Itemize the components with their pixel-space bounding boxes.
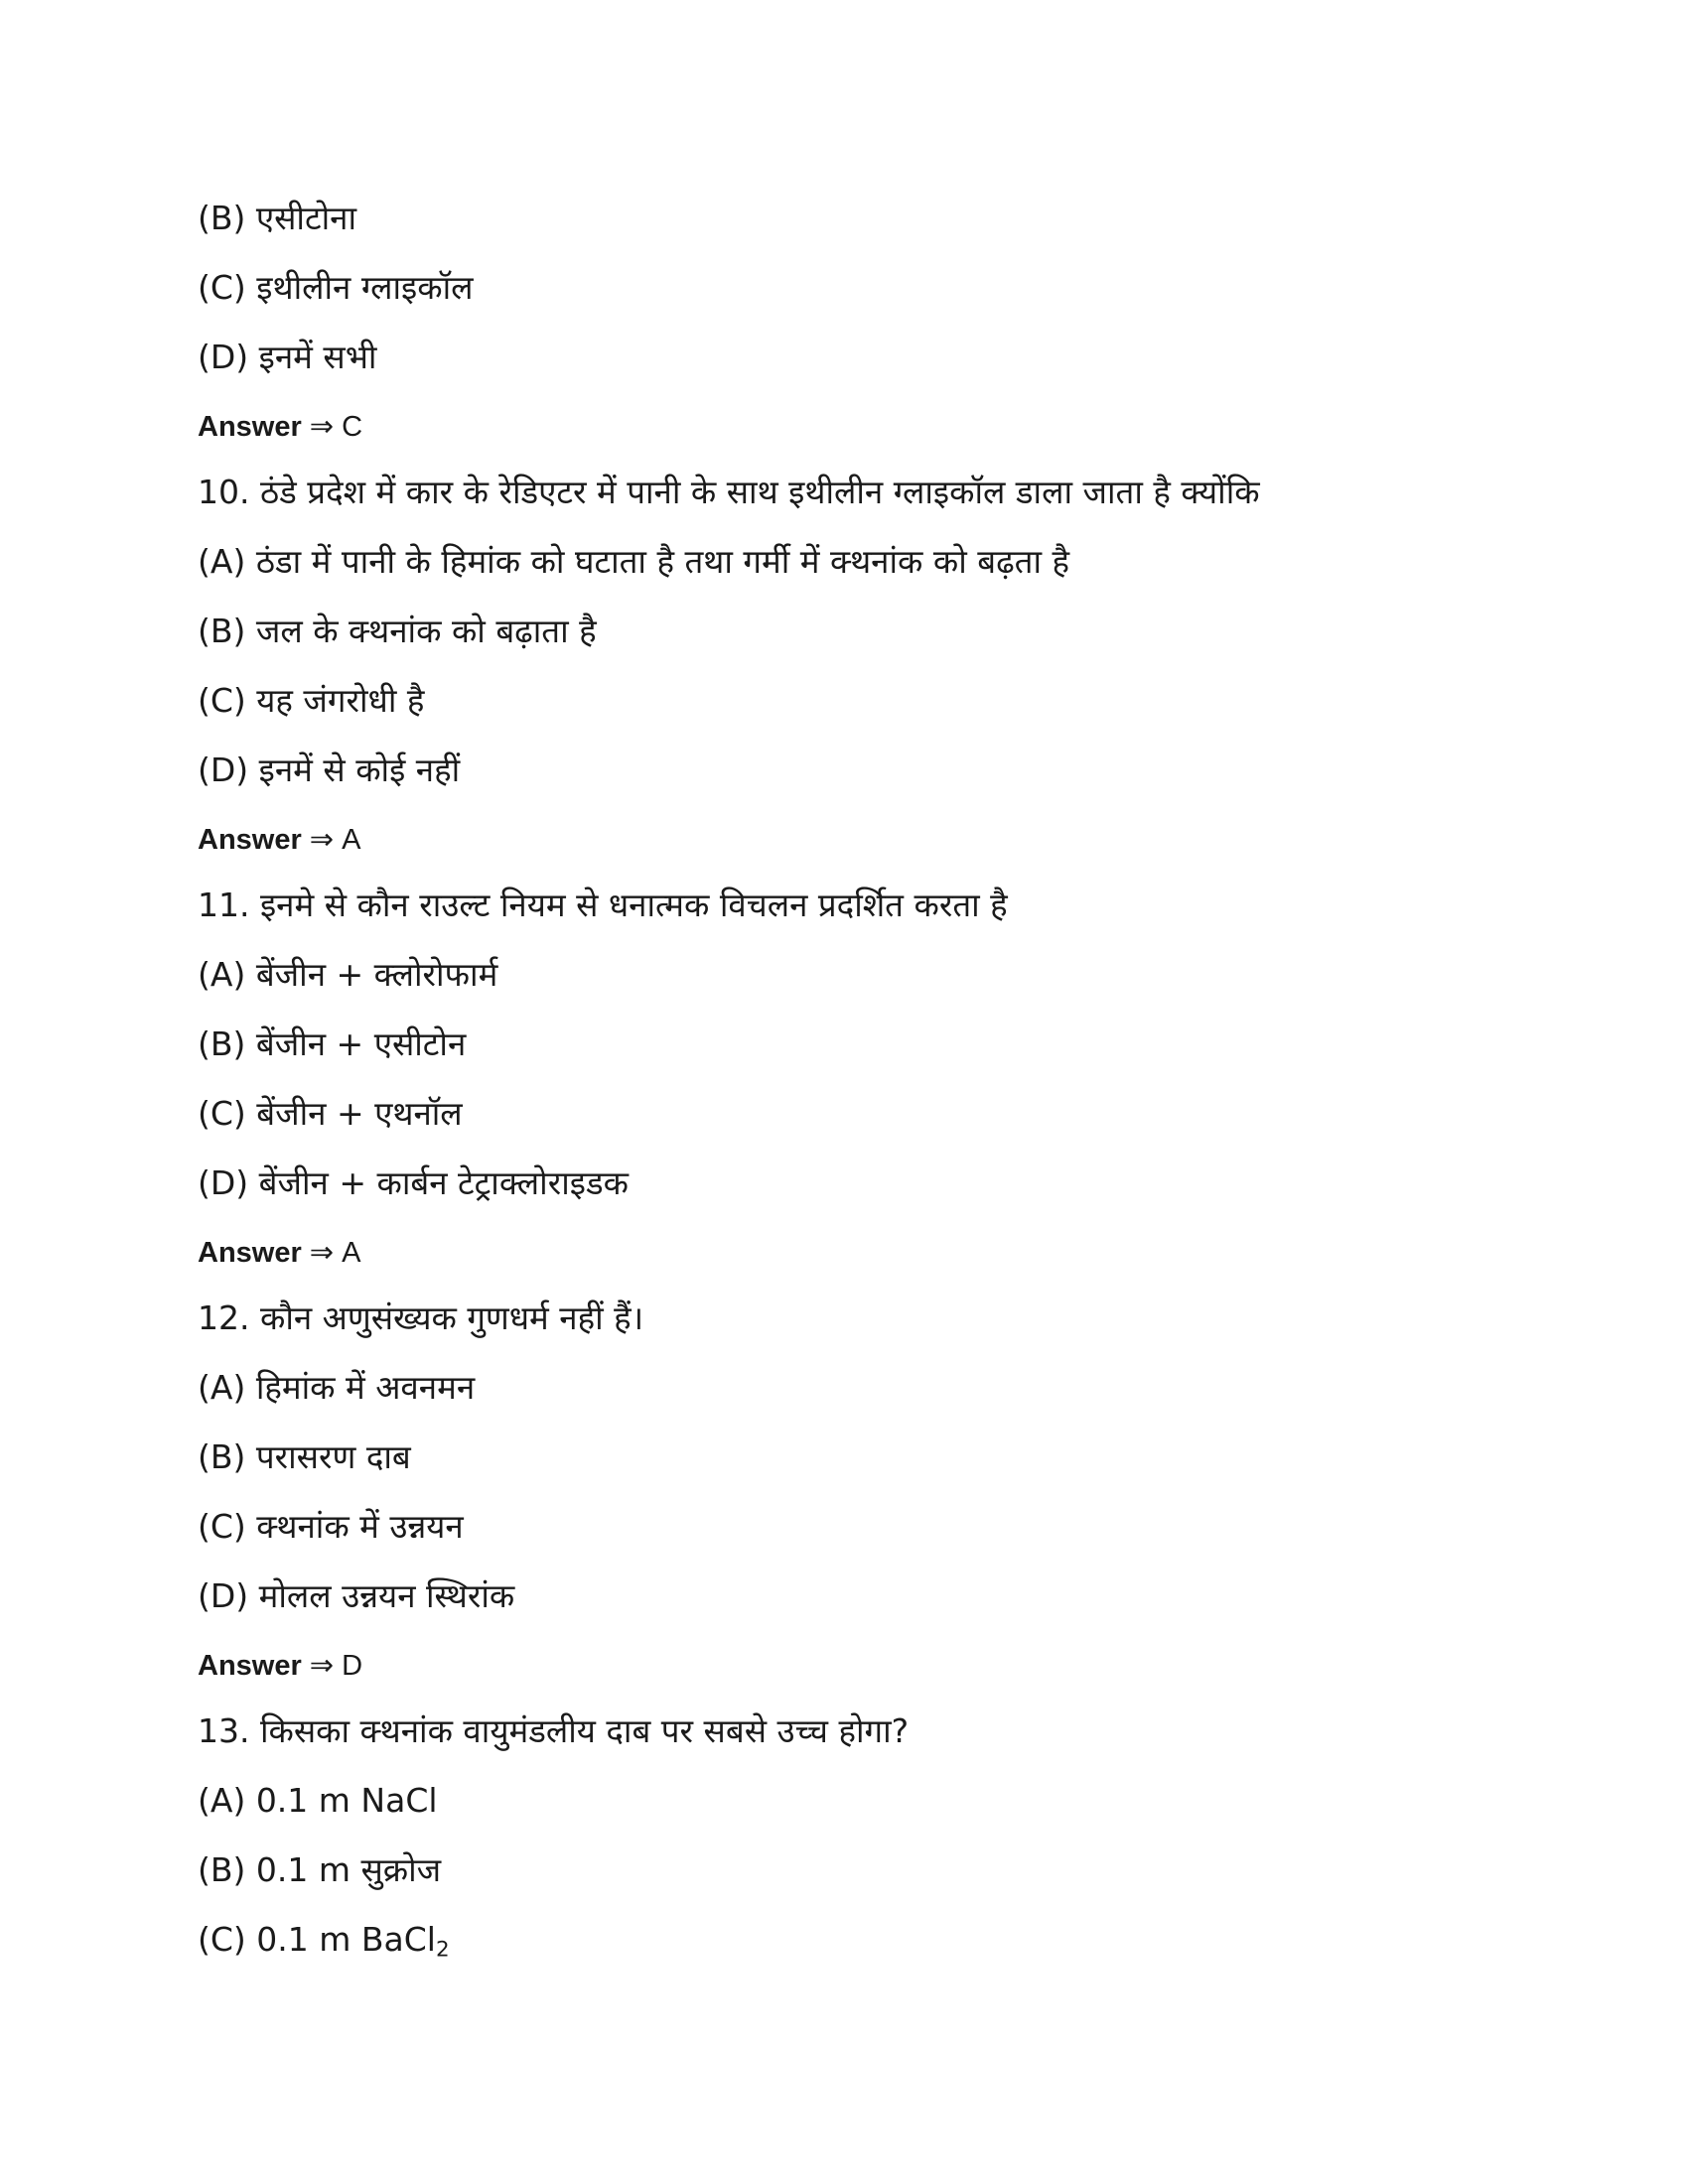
answer-value: A (342, 824, 361, 856)
question-11: 11. इनमे से कौन राउल्ट नियम से धनात्मक विचलन प्रदर्शित करता है (198, 886, 1008, 924)
option-9c: (C) इथीलीन ग्लाइकॉल (198, 268, 474, 307)
question-12: 12. कौन अणुसंख्यक गुणधर्म नहीं हैं। (198, 1298, 644, 1337)
answer-value: A (342, 1237, 361, 1269)
answer-arrow: ⇒ (309, 1650, 335, 1682)
option-11b: (B) बेंजीन + एसीटोन (198, 1024, 467, 1063)
option-9d: (D) इनमें सभी (198, 338, 377, 376)
answer-arrow: ⇒ (309, 1237, 335, 1269)
option-11c: (C) बेंजीन + एथनॉल (198, 1094, 463, 1133)
option-12d: (D) मोलल उन्नयन स्थिरांक (198, 1576, 515, 1615)
option-13c (198, 1918, 450, 1962)
option-10a: (A) ठंडा में पानी के हिमांक को घटाता है तथा गर्मी में क्थनांक को बढ़ता है (198, 542, 1070, 581)
option-10c: (C) यह जंगरोधी है (198, 681, 425, 720)
option-12b: (B) परासरण दाब (198, 1437, 411, 1476)
option-12c: (C) क्थनांक में उन्नयन (198, 1507, 464, 1546)
answer-label: Answer (198, 411, 302, 443)
option-11d: (D) बेंजीन + कार्बन टेट्राक्लोराइडक (198, 1163, 629, 1202)
option-13a: (A) 0.1 m NaCl (198, 1781, 438, 1820)
answer-10 (198, 820, 360, 860)
question-13: 13. किसका क्थनांक वायुमंडलीय दाब पर सबसे उच्च होगा? (198, 1711, 910, 1750)
answer-label: Answer (198, 1237, 302, 1269)
answer-9 (198, 407, 362, 447)
answer-value: C (342, 411, 363, 443)
option-10d: (D) इनमें से कोई नहीं (198, 751, 461, 789)
option-10b: (B) जल के क्थनांक को बढ़ाता है (198, 612, 597, 650)
answer-label: Answer (198, 1650, 302, 1682)
answer-12 (198, 1646, 362, 1686)
option-13c-text: (C) 0.1 m BaCl (198, 1920, 436, 1959)
answer-arrow: ⇒ (309, 411, 335, 443)
answer-value: D (342, 1650, 363, 1682)
answer-arrow: ⇒ (309, 824, 335, 856)
answer-label: Answer (198, 824, 302, 856)
option-13b: (B) 0.1 m सुक्रोज (198, 1850, 442, 1889)
option-12a: (A) हिमांक में अवनमन (198, 1368, 476, 1407)
option-13c-subscript: 2 (435, 1937, 450, 1963)
option-11a: (A) बेंजीन + क्लोरोफार्म (198, 955, 498, 994)
answer-11 (198, 1233, 360, 1273)
question-10: 10. ठंडे प्रदेश में कार के रेडिएटर में पानी के साथ इथीलीन ग्लाइकॉल डाला जाता है क्योंकि (198, 473, 1260, 511)
option-9b: (B) एसीटोना (198, 199, 357, 237)
